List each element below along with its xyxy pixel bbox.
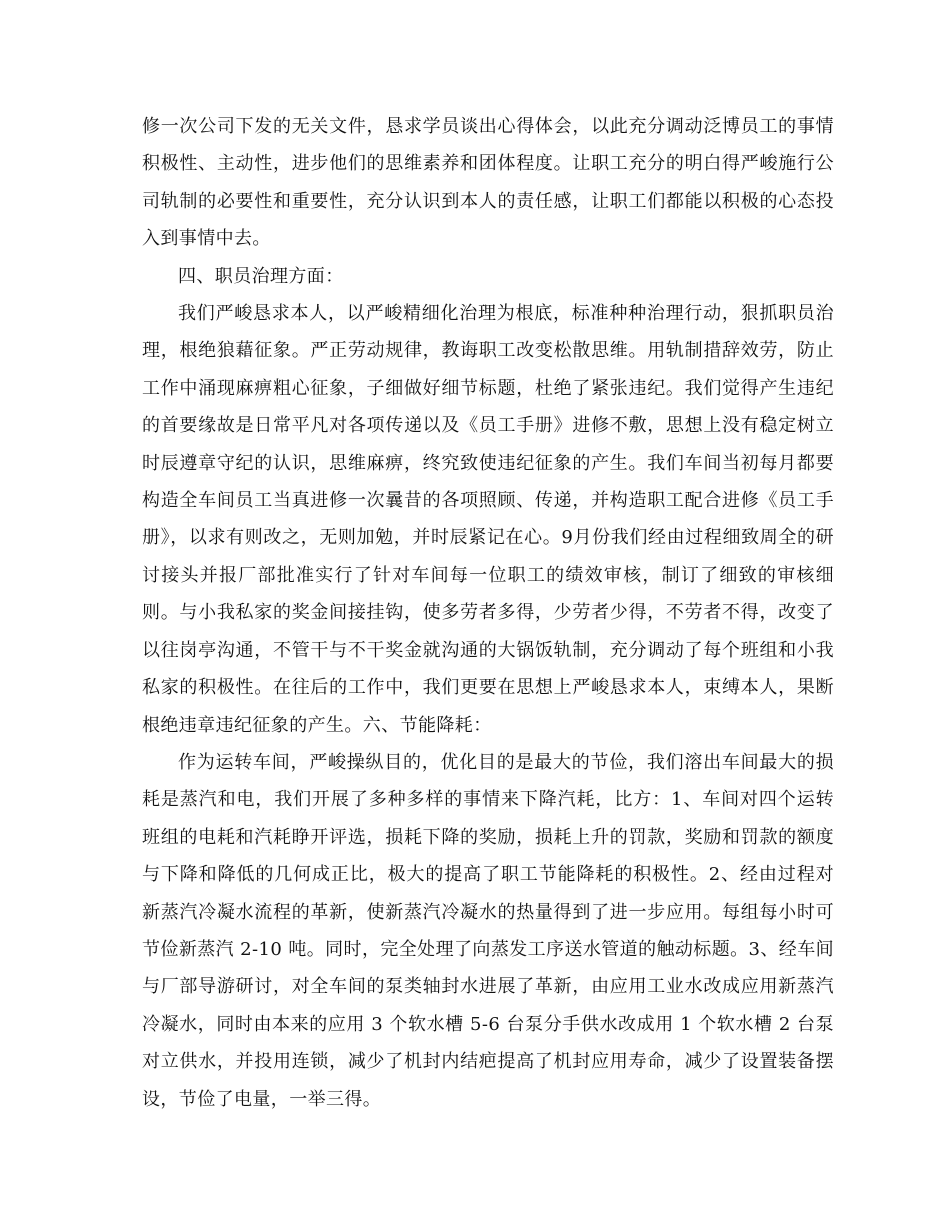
section-heading-staff-management: 四、职员治理方面： (178, 265, 344, 287)
paragraph-1: 修一次公司下发的无关文件，恳求学员谈出心得体会，以此充分调动泛博员工的事情积极性、主动性，进步他们的思维素养和团体程度。让职工充分的明白得严峻施行公司轨制的必要性和重要性，充分认识到本人的责任感，让职工们都能以积极的心态投入到事情中去。 (142, 116, 834, 250)
paragraph-staff-management: 我们严峻恳求本人，以严峻精细化治理为根底，标准种种治理行动，狠抓职员治理，根绝狼藉征象。严正劳动规律，教诲职工改变松散思维。用轨制措辞效劳，防止工作中涌现麻痹粗心征象，子细做好细节标题，杜绝了紧张违纪。我们觉得产生违纪的首要缘故是日常平凡对各项传递以及《员工手册》进修不敷，思想上没有稳定树立时辰遵章守纪的认识，思维麻痹，终究致使违纪征象的产生。我们车间当初每月都要构造全车间员工当真进修一次曩昔的各项照顾、传递，并构造职工配合进修《员工手册》，以求有则改之，无则加勉，并时辰紧记在心。9月份我们经由过程细致周全的研讨接头并报厂部批准实行了针对车间每一位职工的绩效审核，制订了细致的审核细则。与小我私家的奖金间接挂钩，使多劳者多得，少劳者少得，不劳者不得，改变了以往岗亭沟通，不管干与不干奖金就沟通的大锅饭轨制，充分调动了每个班组和小我私家的积极性。在往后的工作中，我们更要在思想上严峻恳求本人，束缚本人，果断根绝违章违纪征象的产生。六、节能降耗： (142, 303, 834, 736)
document-body (142, 108, 834, 1118)
paragraph-energy-saving: 作为运转车间，严峻操纵目的，优化目的是最大的节俭，我们溶出车间最大的损耗是蒸汽和电，我们开展了多种多样的事情来下降汽耗，比方：1、车间对四个运转班组的电耗和汽耗睁开评选，损耗下降的奖励，损耗上升的罚款，奖励和罚款的额度与下降和降低的几何成正比，极大的提高了职工节能降耗的积极性。2、经由过程对新蒸汽冷凝水流程的革新，使新蒸汽冷凝水的热量得到了进一步应用。每组每小时可节俭新蒸汽 2-10 吨。同时，完全处理了向蒸发工序送水管道的触动标题。3、经车间与厂部导游研讨，对全车间的泵类轴封水进展了革新，由应用工业水改成应用新蒸汽冷凝水，同时由本来的应用 3 个软水槽 5-6 台泵分手供水改成用 1 个软水槽 2 台泵对立供水，并投用连锁，减少了机封内结疤提高了机封应用寿命，减少了设置装备摆设，节俭了电量，一举三得。 (142, 751, 834, 1110)
